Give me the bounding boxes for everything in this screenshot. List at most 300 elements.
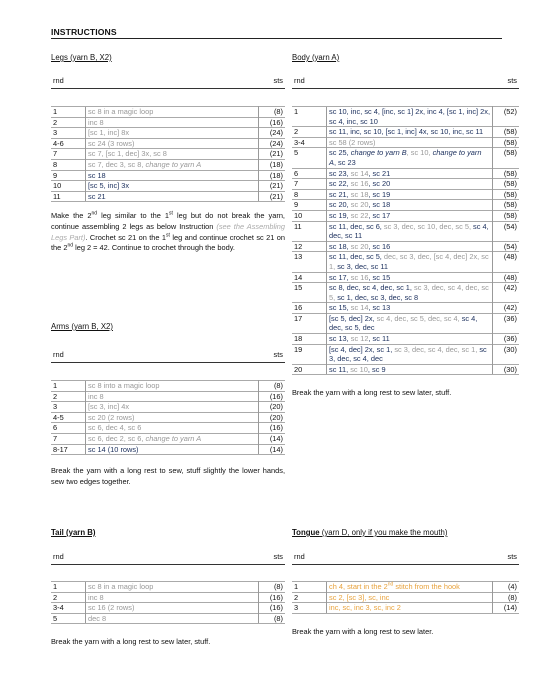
tongue-header — [292, 552, 519, 562]
instruction — [86, 128, 259, 139]
instruction-text: sc 11, dec, sc 5, — [329, 252, 384, 262]
instruction-text: sc 13, — [329, 334, 351, 344]
round-number: 8 — [51, 159, 86, 170]
tail-table — [51, 581, 285, 624]
rnd-header: rnd — [53, 76, 64, 85]
instruction — [86, 592, 259, 603]
sts-header: sts — [273, 76, 283, 85]
instruction-text: sc 3, dec, sc 10, dec, sc 5, — [383, 221, 474, 231]
rnd-header: rnd — [53, 350, 64, 359]
stitch-count: (58) — [493, 200, 520, 211]
stitch-count: (20) — [259, 412, 286, 423]
round-number: 9 — [51, 170, 86, 181]
note-text: st — [169, 210, 173, 217]
instruction — [86, 181, 259, 192]
tail-title — [51, 528, 285, 540]
table-row — [51, 181, 285, 192]
instruction-text: sc 7, [sc 1, dec] 3x, sc 8 — [88, 149, 167, 159]
table-row — [292, 252, 519, 272]
round-number: 15 — [292, 283, 327, 303]
instruction-text: [sc 4, dec] 2x, sc 1, — [329, 344, 395, 354]
instruction-text: sc 21 — [88, 191, 106, 201]
stitch-count: (14) — [259, 444, 286, 455]
instruction — [86, 613, 259, 624]
instruction — [327, 189, 493, 200]
instruction-text: sc 4, dec, sc 5, dec, sc 4, — [376, 313, 462, 323]
stitch-count: (30) — [493, 344, 520, 364]
stitch-count: (21) — [259, 181, 286, 192]
stitch-count: (16) — [259, 391, 286, 402]
instruction-text: , sc 11 — [368, 334, 390, 344]
stitch-count: (8) — [259, 582, 286, 593]
instruction — [86, 117, 259, 128]
instruction — [327, 221, 493, 241]
table-row — [292, 364, 519, 375]
instruction-text: [sc 5, inc] 3x — [88, 181, 130, 191]
table-row — [292, 603, 519, 614]
instruction-text: inc 8 — [88, 391, 104, 401]
stitch-count: (54) — [493, 241, 520, 252]
instruction — [86, 149, 259, 160]
instruction-text: sc 58 (2 rows) — [329, 137, 376, 147]
arms-note: Break the yarn with a long rest to sew, stuff slightly the lower hands, sew two edges together. — [51, 466, 285, 486]
stitch-count: (8) — [259, 613, 286, 624]
round-number: 1 — [292, 107, 327, 127]
table-row — [292, 303, 519, 314]
instruction-text: sc 20 (2 rows) — [88, 412, 135, 422]
instruction-text: sc 16 — [350, 272, 369, 282]
instruction-text: sc 24 (3 rows) — [88, 138, 135, 148]
stitch-count: (18) — [259, 159, 286, 170]
instruction-text: sc 14 — [350, 303, 369, 313]
table-row — [292, 148, 519, 168]
stitch-count: (8) — [493, 592, 520, 603]
stitch-count: (48) — [493, 252, 520, 272]
rnd-header: rnd — [294, 76, 305, 85]
round-number: 1 — [51, 107, 86, 118]
instruction — [327, 603, 493, 614]
table-row — [292, 272, 519, 283]
round-number: 18 — [292, 334, 327, 345]
stitch-count: (20) — [259, 402, 286, 413]
stitch-count: (42) — [493, 283, 520, 303]
round-number: 6 — [51, 423, 86, 434]
instruction-text: sc 22, — [329, 179, 351, 189]
stitch-count: (8) — [259, 107, 286, 118]
stitch-count: (58) — [493, 168, 520, 179]
table-row — [292, 179, 519, 190]
round-number: 2 — [292, 592, 327, 603]
instruction-text: [sc 1, inc] 8x — [88, 128, 130, 138]
round-number: 6 — [292, 168, 327, 179]
note-text: Make the 2 — [51, 211, 92, 221]
instruction — [86, 391, 259, 402]
stitch-count: (4) — [493, 582, 520, 593]
stitch-count: (58) — [493, 137, 520, 148]
tail-section — [51, 528, 285, 648]
instruction-text: sc 3, dec, sc 4, dec — [329, 344, 487, 364]
instruction — [327, 107, 493, 127]
tongue-title-rest: (yarn D, only if you make the mouth) — [319, 528, 448, 537]
tongue-section — [292, 528, 519, 637]
arms-section — [51, 322, 285, 487]
instruction-text: sc 20, — [329, 200, 351, 210]
instruction-text: sc 8 in a magic loop — [88, 107, 154, 116]
instruction-text: inc 8 — [88, 117, 104, 127]
instruction-text: sc 11, — [329, 364, 351, 374]
stitch-count: (14) — [259, 433, 286, 444]
tongue-table — [292, 581, 519, 614]
instruction-text: sc 25, — [329, 148, 351, 158]
note-text: leg 2 = 42. Continue to crochet through the body. — [73, 243, 235, 253]
table-row — [51, 603, 285, 614]
stitch-count: (18) — [259, 170, 286, 181]
instruction-text: change to yarn B — [350, 148, 407, 158]
stitch-count: (16) — [259, 592, 286, 603]
round-number: 10 — [292, 210, 327, 221]
legs-header — [51, 76, 285, 86]
tail-note: Break the yarn with a long rest to sew later, stuff. — [51, 637, 211, 647]
instruction-text: sc 18 — [350, 189, 369, 199]
table-row — [292, 189, 519, 200]
table-row — [292, 313, 519, 333]
instruction-text: sc 1, dec, sc 3, dec, sc 8 — [337, 292, 419, 302]
round-number: 3 — [51, 128, 86, 139]
arms-header — [51, 350, 285, 360]
header-rule — [292, 88, 519, 89]
instruction-text: sc 17, — [329, 272, 351, 282]
round-number: 4-5 — [51, 412, 86, 423]
instruction-text: dec 8 — [88, 613, 107, 623]
round-number: 20 — [292, 364, 327, 375]
instruction-text: ch 4, start in the 2 — [329, 582, 388, 591]
instruction-text: sc 8 in a magic loop — [88, 582, 154, 591]
instruction — [86, 423, 259, 434]
stitch-count: (14) — [493, 603, 520, 614]
table-row — [51, 138, 285, 149]
header-rule — [51, 362, 285, 363]
table-row — [292, 168, 519, 179]
stitch-count: (8) — [259, 381, 286, 392]
instruction-text: sc 16 (2 rows) — [88, 603, 135, 613]
stitch-count: (58) — [493, 127, 520, 138]
instruction-text: , sc 23 — [333, 157, 356, 167]
instruction — [327, 210, 493, 221]
instruction — [86, 582, 259, 593]
table-row — [51, 592, 285, 603]
stitch-count: (30) — [493, 364, 520, 375]
stitch-count: (58) — [493, 179, 520, 190]
legs-note — [51, 211, 285, 253]
round-number: 10 — [51, 181, 86, 192]
stitch-count: (54) — [493, 221, 520, 241]
stitch-count: (48) — [493, 272, 520, 283]
instruction-text: sc 11, inc, sc 10, [sc 1, inc] 4x, sc 10, inc, sc 11 — [329, 127, 484, 137]
instruction — [327, 168, 493, 179]
title-divider — [51, 38, 502, 39]
arms-table — [51, 380, 285, 455]
instruction-text: change to yarn A — [329, 148, 482, 167]
body-title: Body (yarn A) — [292, 53, 340, 62]
arms-title: Arms (yarn B, X2) — [51, 322, 113, 331]
instruction-text: [sc 3, inc] 4x — [88, 402, 130, 412]
instruction-text: sc 11, dec, sc 6, — [329, 221, 384, 231]
round-number: 8-17 — [51, 444, 86, 455]
instruction-text: , sc 20 — [368, 179, 391, 189]
instruction-text: sc 22 — [350, 210, 369, 220]
round-number: 7 — [51, 433, 86, 444]
instruction-text: , sc 10, — [406, 148, 433, 158]
instruction — [327, 344, 493, 364]
instruction — [327, 241, 493, 252]
table-row — [51, 433, 285, 444]
table-row — [51, 391, 285, 402]
instruction — [86, 412, 259, 423]
instruction-text: stitch from the hook — [393, 582, 460, 591]
round-number: 4-6 — [51, 138, 86, 149]
instruction — [327, 582, 493, 593]
instruction — [86, 603, 259, 614]
stitch-count: (21) — [259, 191, 286, 202]
instruction-text: sc 6, dec 2, sc 6, — [88, 433, 146, 443]
table-row — [51, 613, 285, 624]
instruction — [327, 364, 493, 375]
instruction-text: , sc 18 — [368, 200, 391, 210]
stitch-count: (36) — [493, 313, 520, 333]
instruction — [86, 381, 259, 392]
sts-header: sts — [507, 552, 517, 561]
instruction — [86, 107, 259, 118]
note-text: . Crochet sc 21 on the 1 — [85, 232, 167, 242]
table-row — [51, 149, 285, 160]
instruction — [327, 252, 493, 272]
instruction — [86, 444, 259, 455]
instruction — [327, 179, 493, 190]
round-number: 11 — [51, 191, 86, 202]
table-row — [292, 582, 519, 593]
table-row — [292, 200, 519, 211]
instruction-text: sc 7, dec 3, sc 8, — [88, 159, 146, 169]
table-row — [51, 128, 285, 139]
instruction — [86, 138, 259, 149]
instruction-text: sc 10, inc, sc 4, [inc, sc 1] 2x, inc 4, [sc 1, inc] 2x, sc 4, inc, sc 10 — [329, 107, 491, 126]
instruction-text: sc 18 — [88, 170, 106, 180]
round-number: 3 — [292, 603, 327, 614]
instruction-text: , sc 21 — [368, 168, 391, 178]
instruction-text: sc 14 — [350, 168, 369, 178]
rnd-header: rnd — [53, 552, 64, 561]
table-row — [51, 159, 285, 170]
round-number: 9 — [292, 200, 327, 211]
round-number: 11 — [292, 221, 327, 241]
body-table — [292, 106, 519, 375]
instruction-text: sc 3, dec, sc 4, dec, sc 1, — [394, 344, 480, 354]
table-row — [51, 117, 285, 128]
table-row — [51, 444, 285, 455]
round-number: 12 — [292, 241, 327, 252]
stitch-count: (16) — [259, 423, 286, 434]
sts-header: sts — [507, 76, 517, 85]
instruction-text: , sc 19 — [368, 189, 391, 199]
instruction-text: , sc 15 — [368, 272, 391, 282]
tongue-title-bold: Tongue — [292, 528, 320, 537]
legs-section — [51, 53, 285, 254]
note-text: st — [166, 232, 170, 239]
instruction-text: sc 8 into a magic loop — [88, 381, 160, 390]
table-row — [292, 344, 519, 364]
table-row — [51, 191, 285, 202]
instruction — [327, 148, 493, 168]
stitch-count: (21) — [259, 149, 286, 160]
tail-title-bold: Tail (yarn B) — [51, 528, 96, 537]
instruction-text: sc 8, dec, sc 4, dec, sc 1, — [329, 283, 415, 293]
round-number: 8 — [292, 189, 327, 200]
tail-header — [51, 552, 285, 562]
instruction — [86, 159, 259, 170]
round-number: 3 — [51, 402, 86, 413]
instruction-text: sc 3, dec, sc 4, dec, sc 5, — [329, 283, 489, 302]
instruction — [86, 402, 259, 413]
body-header — [292, 76, 519, 86]
instruction — [86, 433, 259, 444]
note-text: nd — [67, 242, 74, 249]
round-number: 13 — [292, 252, 327, 272]
stitch-count: (16) — [259, 603, 286, 614]
round-number: 2 — [51, 592, 86, 603]
instruction — [86, 191, 259, 202]
stitch-count: (58) — [493, 148, 520, 168]
instruction — [327, 137, 493, 148]
instruction-text: sc 6, dec 4, sc 6 — [88, 423, 142, 433]
table-row — [51, 582, 285, 593]
table-row — [292, 221, 519, 241]
round-number: 3-4 — [51, 603, 86, 614]
legs-title: Legs (yarn B, X2) — [51, 53, 112, 62]
table-row — [51, 170, 285, 181]
instruction — [327, 200, 493, 211]
tongue-title — [292, 528, 519, 540]
round-number: 7 — [292, 179, 327, 190]
table-row — [292, 127, 519, 138]
instruction-text: change to yarn A — [145, 433, 202, 443]
instruction-text: sc 19, — [329, 210, 351, 220]
body-section — [292, 53, 519, 399]
instruction-text: inc, sc, inc 3, sc, inc 2 — [329, 603, 401, 613]
stitch-count: (16) — [259, 117, 286, 128]
instruction-text: sc 10 — [350, 364, 368, 374]
instruction-text: inc 8 — [88, 592, 104, 602]
note-text: leg and continue crochet sc 21 on the 2 — [51, 232, 285, 253]
stitch-count: (24) — [259, 138, 286, 149]
instruction-text: sc 14 (10 rows) — [88, 444, 139, 454]
page-title: INSTRUCTIONS — [51, 27, 117, 37]
round-number: 1 — [51, 381, 86, 392]
instruction-text: sc 18, — [329, 241, 351, 251]
round-number: 19 — [292, 344, 327, 364]
table-row — [51, 381, 285, 392]
stitch-count: (24) — [259, 128, 286, 139]
instruction-text: sc 4, dec, sc 5, dec — [329, 313, 478, 333]
instruction-text: sc 20 — [350, 241, 369, 251]
tongue-note: Break the yarn with a long rest to sew later. — [292, 626, 434, 636]
instruction — [327, 127, 493, 138]
instruction-text: [sc 5, dec] 2x, — [329, 313, 377, 323]
stitch-count: (58) — [493, 189, 520, 200]
instruction-text: sc 2, [sc 3], sc, inc — [329, 592, 390, 602]
header-rule — [51, 564, 285, 565]
table-row — [292, 107, 519, 127]
instruction-text: sc 20 — [350, 200, 369, 210]
table-row — [51, 107, 285, 118]
stitch-count: (36) — [493, 334, 520, 345]
instruction-text: , sc 17 — [368, 210, 391, 220]
table-row — [51, 412, 285, 423]
header-rule — [292, 564, 519, 565]
round-number: 17 — [292, 313, 327, 333]
table-row — [292, 241, 519, 252]
round-number: 7 — [51, 149, 86, 160]
table-row — [292, 592, 519, 603]
instruction-text: sc 15, — [329, 303, 351, 313]
table-row — [292, 283, 519, 303]
instruction-text: sc 16 — [350, 179, 369, 189]
stitch-count: (52) — [493, 107, 520, 127]
round-number: 1 — [51, 582, 86, 593]
round-number: 2 — [51, 391, 86, 402]
round-number: 5 — [51, 613, 86, 624]
legs-table — [51, 106, 285, 202]
instruction — [86, 170, 259, 181]
body-note: Break the yarn with a long rest to sew later, stuff. — [292, 388, 452, 398]
instruction-text: nd — [387, 581, 394, 588]
instruction-text: sc 21, — [329, 189, 351, 199]
instruction-text: , sc 13 — [368, 303, 391, 313]
round-number: 3-4 — [292, 137, 327, 148]
instruction — [327, 592, 493, 603]
stitch-count: (58) — [493, 210, 520, 221]
instruction — [327, 303, 493, 314]
round-number: 2 — [292, 127, 327, 138]
round-number: 14 — [292, 272, 327, 283]
note-text: (see the Assembling Legs Part) — [51, 221, 286, 242]
instruction — [327, 334, 493, 345]
round-number: 5 — [292, 148, 327, 168]
rnd-header: rnd — [294, 552, 305, 561]
stitch-count: (42) — [493, 303, 520, 314]
round-number: 16 — [292, 303, 327, 314]
table-row — [292, 137, 519, 148]
round-number: 1 — [292, 582, 327, 593]
table-row — [292, 334, 519, 345]
instruction-text: , sc 9 — [367, 364, 386, 374]
instruction-text: sc 23, — [329, 168, 351, 178]
instruction-text: dec, sc 3, dec, [sc 4, dec] 2x, sc 1, — [329, 252, 489, 271]
instruction-text: sc 4, dec, sc 11 — [329, 221, 489, 241]
instruction-text: , sc 16 — [368, 241, 391, 251]
sts-header: sts — [273, 552, 283, 561]
sts-header: sts — [273, 350, 283, 359]
note-text: leg but do not break the yarn, continue assembling 2 legs as below Instruction — [51, 211, 285, 231]
instruction-text: sc 12 — [350, 334, 369, 344]
header-rule — [51, 88, 285, 89]
instruction — [327, 283, 493, 303]
instruction-text: sc 3, dec, sc 11 — [337, 261, 389, 271]
table-row — [51, 402, 285, 413]
instruction — [327, 313, 493, 333]
round-number: 2 — [51, 117, 86, 128]
table-row — [292, 210, 519, 221]
instruction — [327, 272, 493, 283]
